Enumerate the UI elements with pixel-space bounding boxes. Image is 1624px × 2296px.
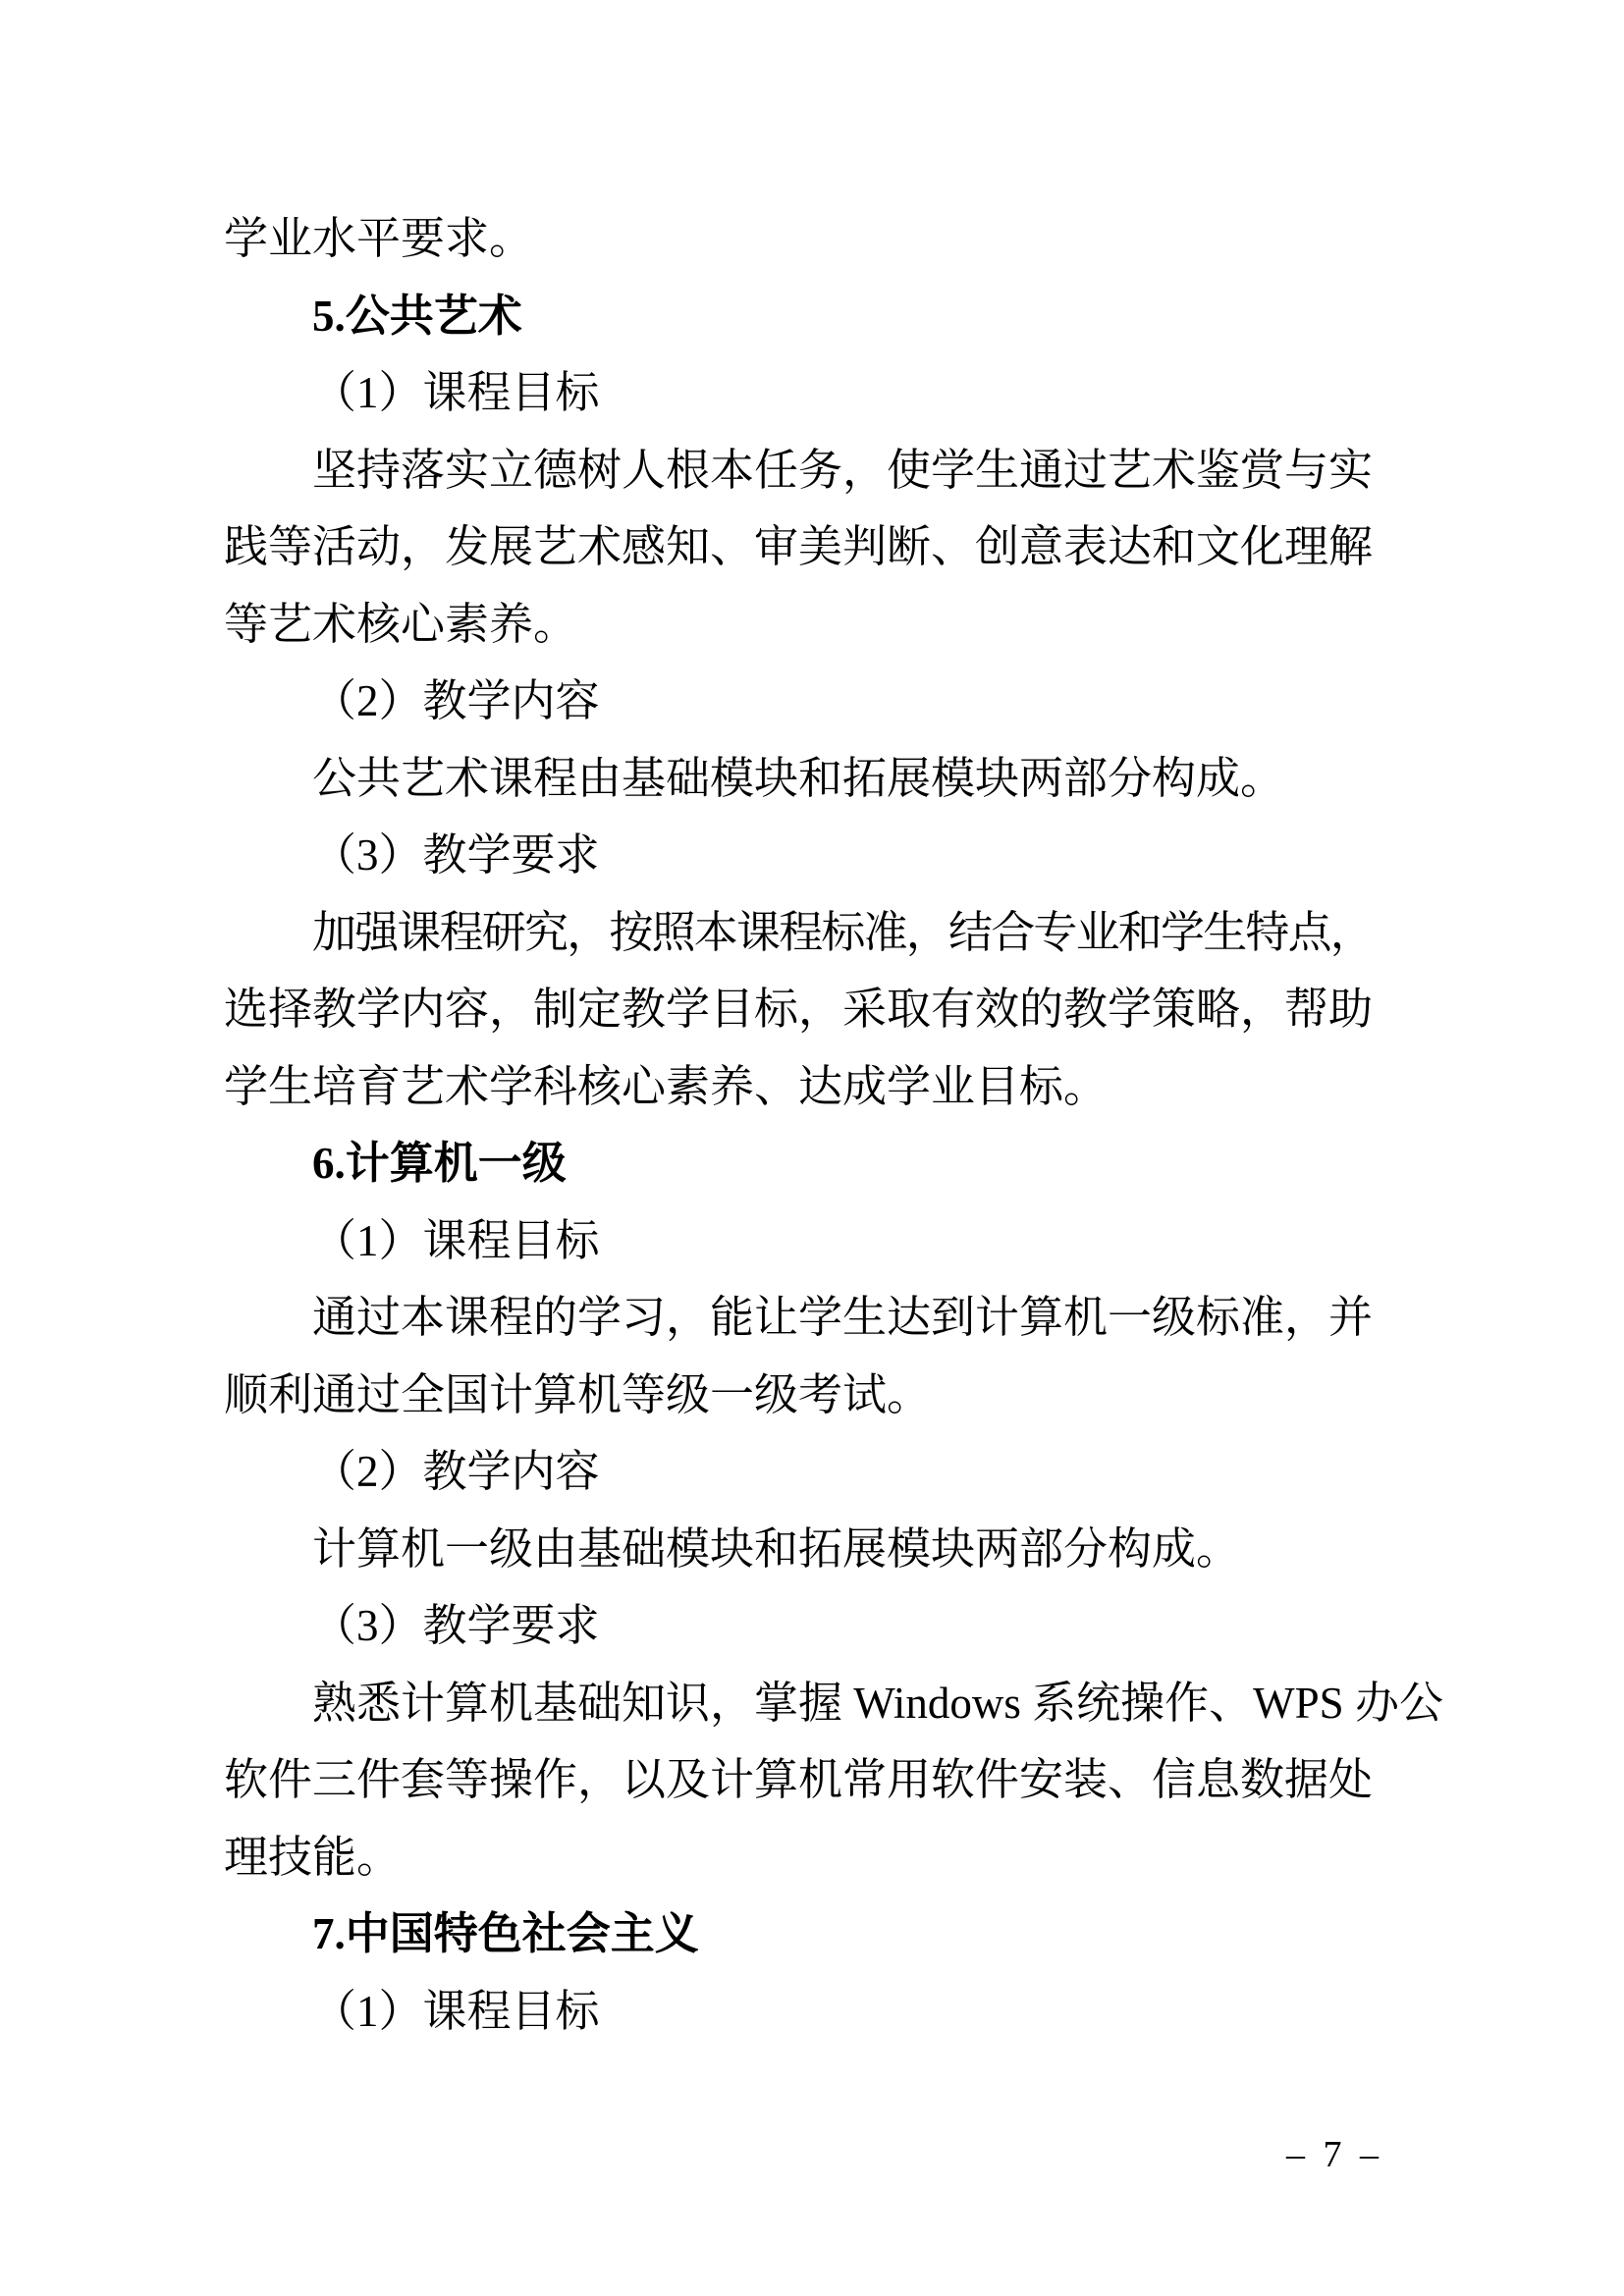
text-line: （1）课程目标 xyxy=(312,368,600,417)
text-line: 践等活动，发展艺术感知、审美判断、创意表达和文化理解 xyxy=(224,522,1374,571)
section-heading: 7.中国特色社会主义 xyxy=(312,1909,699,1958)
section-heading: 6.计算机一级 xyxy=(312,1139,567,1188)
text-line: 顺利通过全国计算机等级一级考试。 xyxy=(224,1369,932,1419)
text-line: 加强课程研究，按照本课程标准，结合专业和学生特点， xyxy=(312,907,1374,957)
text-line: （2）教学内容 xyxy=(312,1447,600,1496)
text-line: 理技能。 xyxy=(224,1832,402,1882)
text-line: 公共艺术课程由基础模块和拓展模块两部分构成。 xyxy=(312,753,1285,803)
text-line: 选择教学内容，制定教学目标，采取有效的教学策略，帮助 xyxy=(224,985,1374,1034)
text-line: 熟悉计算机基础知识，掌握 Windows 系统操作、WPS 办公 xyxy=(312,1678,1443,1728)
text-line: 学业水平要求。 xyxy=(224,214,534,263)
section-heading: 5.公共艺术 xyxy=(312,291,522,341)
document-body xyxy=(224,200,1443,2050)
text-line: （3）教学要求 xyxy=(312,1601,600,1650)
page-number: – 7 – xyxy=(1286,2134,1379,2175)
text-line: 学生培育艺术学科核心素养、达成学业目标。 xyxy=(224,1061,1109,1111)
text-line: 通过本课程的学习，能让学生达到计算机一级标准，并 xyxy=(312,1293,1374,1342)
text-line: 坚持落实立德树人根本任务，使学生通过艺术鉴赏与实 xyxy=(312,445,1374,495)
text-line: 计算机一级由基础模块和拓展模块两部分构成。 xyxy=(312,1523,1241,1574)
text-line: （1）课程目标 xyxy=(312,1215,600,1265)
text-line: （3）教学要求 xyxy=(312,830,600,880)
text-line: 软件三件套等操作，以及计算机常用软件安装、信息数据处 xyxy=(224,1755,1374,1804)
text-line: （2）教学内容 xyxy=(312,676,600,725)
text-line: 等艺术核心素养。 xyxy=(224,599,578,649)
text-line: （1）课程目标 xyxy=(312,1986,600,2036)
